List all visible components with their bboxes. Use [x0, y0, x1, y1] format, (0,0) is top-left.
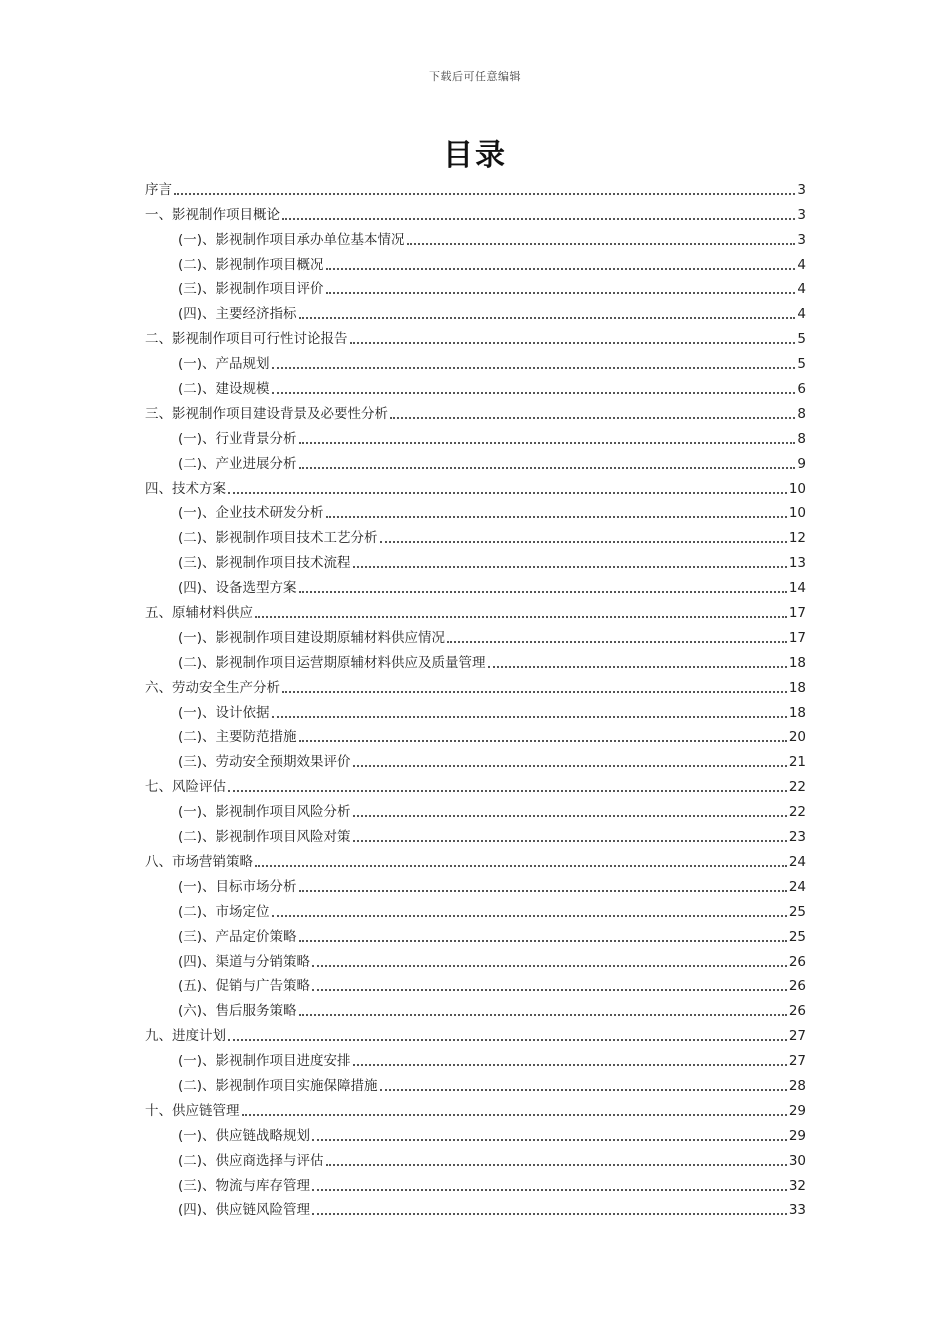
toc-entry[interactable]: [145, 275, 806, 300]
toc-entry-label: (二)、建设规模: [178, 381, 270, 398]
toc-entry-page-number: 18: [788, 654, 806, 671]
toc-entry-label: (二)、产业进展分析: [178, 455, 297, 472]
toc-entry[interactable]: [145, 449, 806, 474]
toc-entry[interactable]: [145, 349, 806, 374]
toc-entry[interactable]: [145, 225, 806, 250]
toc-dot-leader: [447, 641, 787, 643]
toc-entry-page-number: 4: [797, 281, 806, 298]
toc-entry[interactable]: [145, 1121, 806, 1146]
toc-dot-leader: [326, 292, 796, 294]
toc-entry-page-number: 10: [788, 480, 806, 497]
toc-entry-page-number: 18: [788, 679, 806, 696]
toc-dot-leader: [228, 1039, 787, 1041]
toc-entry[interactable]: [145, 947, 806, 972]
toc-dot-leader: [350, 342, 796, 344]
toc-entry[interactable]: [145, 200, 806, 225]
toc-dot-leader: [299, 890, 787, 892]
toc-entry-page-number: 14: [788, 580, 806, 597]
toc-entry-page-number: 27: [788, 1053, 806, 1070]
toc-dot-leader: [353, 815, 787, 817]
toc-entry-label: (四)、设备选型方案: [178, 580, 297, 597]
toc-dot-leader: [299, 442, 796, 444]
toc-dot-leader: [299, 317, 796, 319]
toc-entry-label: 十、供应链管理: [145, 1102, 240, 1119]
toc-dot-leader: [380, 1089, 787, 1091]
toc-entry-page-number: 8: [797, 430, 806, 447]
toc-entry[interactable]: [145, 175, 806, 200]
toc-entry-label: (四)、主要经济指标: [178, 306, 297, 323]
toc-entry[interactable]: [145, 1171, 806, 1196]
toc-entry-page-number: 8: [797, 405, 806, 422]
toc-entry[interactable]: [145, 648, 806, 673]
toc-entry[interactable]: [145, 1146, 806, 1171]
toc-entry-label: (三)、影视制作项目技术流程: [178, 555, 351, 572]
toc-dot-leader: [299, 940, 787, 942]
toc-entry-page-number: 3: [797, 231, 806, 248]
toc-entry-label: (二)、影视制作项目概况: [178, 256, 324, 273]
header-note: 下载后可任意编辑: [429, 70, 521, 83]
toc-entry-page-number: 30: [788, 1152, 806, 1169]
toc-entry[interactable]: [145, 374, 806, 399]
toc-entry-label: 八、市场营销策略: [145, 853, 253, 870]
toc-dot-leader: [312, 1213, 787, 1215]
toc-entry[interactable]: [145, 598, 806, 623]
toc-dot-leader: [272, 367, 796, 369]
toc-entry-label: 五、原辅材料供应: [145, 605, 253, 622]
toc-entry-label: 序言: [145, 181, 172, 198]
toc-entry-page-number: 23: [788, 829, 806, 846]
toc-entry-label: (一)、供应链战略规划: [178, 1127, 311, 1144]
toc-dot-leader: [353, 566, 787, 568]
toc-dot-leader: [312, 1139, 787, 1141]
toc-dot-leader: [380, 541, 787, 543]
toc-entry-page-number: 25: [788, 903, 806, 920]
toc-dot-leader: [407, 243, 796, 245]
toc-entry[interactable]: [145, 1046, 806, 1071]
toc-entry[interactable]: [145, 723, 806, 748]
toc-entry[interactable]: [145, 1096, 806, 1121]
toc-entry-label: (二)、影视制作项目运营期原辅材料供应及质量管理: [178, 654, 486, 671]
toc-entry-page-number: 17: [788, 629, 806, 646]
toc-entry-page-number: 12: [788, 530, 806, 547]
toc-entry-label: (一)、目标市场分析: [178, 878, 297, 895]
toc-dot-leader: [282, 691, 787, 693]
toc-entry-page-number: 26: [788, 978, 806, 995]
toc-dot-leader: [272, 915, 787, 917]
toc-entry-label: (三)、产品定价策略: [178, 928, 297, 945]
toc-entry-page-number: 3: [797, 206, 806, 223]
toc-dot-leader: [312, 965, 787, 967]
toc-entry-label: 四、技术方案: [145, 480, 226, 497]
toc-entry[interactable]: [145, 972, 806, 997]
toc-entry[interactable]: [145, 474, 806, 499]
toc-entry[interactable]: [145, 747, 806, 772]
toc-entry-page-number: 24: [788, 853, 806, 870]
toc-entry[interactable]: [145, 996, 806, 1021]
toc-entry-label: (三)、劳动安全预期效果评价: [178, 754, 351, 771]
toc-entry-page-number: 29: [788, 1127, 806, 1144]
toc-dot-leader: [312, 989, 787, 991]
toc-entry-label: 二、影视制作项目可行性讨论报告: [145, 331, 348, 348]
table-of-contents: [145, 175, 806, 1220]
toc-entry-page-number: 17: [788, 605, 806, 622]
toc-dot-leader: [228, 492, 787, 494]
toc-entry-label: (一)、影视制作项目承办单位基本情况: [178, 231, 405, 248]
toc-entry-page-number: 22: [788, 804, 806, 821]
toc-dot-leader: [312, 1189, 787, 1191]
toc-entry-page-number: 18: [788, 704, 806, 721]
toc-entry-page-number: 3: [797, 181, 806, 198]
toc-entry-page-number: 22: [788, 779, 806, 796]
toc-entry[interactable]: [145, 772, 806, 797]
toc-entry[interactable]: [145, 698, 806, 723]
toc-entry-label: (一)、行业背景分析: [178, 430, 297, 447]
toc-entry-label: (四)、渠道与分销策略: [178, 953, 311, 970]
toc-entry-label: (二)、供应商选择与评估: [178, 1152, 324, 1169]
toc-entry[interactable]: [145, 299, 806, 324]
toc-entry-label: (二)、市场定位: [178, 903, 270, 920]
toc-dot-leader: [326, 516, 787, 518]
toc-dot-leader: [299, 1014, 787, 1016]
toc-entry-label: 六、劳动安全生产分析: [145, 679, 280, 696]
toc-entry-page-number: 21: [788, 754, 806, 771]
toc-entry[interactable]: [145, 1071, 806, 1096]
toc-entry[interactable]: [145, 499, 806, 524]
toc-dot-leader: [174, 193, 795, 195]
toc-entry-label: (一)、影视制作项目进度安排: [178, 1053, 351, 1070]
toc-entry-page-number: 5: [797, 356, 806, 373]
toc-dot-leader: [272, 392, 796, 394]
toc-dot-leader: [326, 268, 796, 270]
toc-entry[interactable]: [145, 623, 806, 648]
toc-dot-leader: [488, 666, 787, 668]
toc-entry-label: (六)、售后服务策略: [178, 1003, 297, 1020]
toc-dot-leader: [299, 740, 787, 742]
toc-entry[interactable]: [145, 573, 806, 598]
toc-entry-page-number: 10: [788, 505, 806, 522]
toc-entry[interactable]: [145, 797, 806, 822]
toc-entry-label: (一)、影视制作项目建设期原辅材料供应情况: [178, 629, 446, 646]
toc-entry-label: 七、风险评估: [145, 779, 226, 796]
toc-dot-leader: [390, 417, 795, 419]
toc-entry-page-number: 13: [788, 555, 806, 572]
toc-entry-page-number: 33: [788, 1202, 806, 1219]
toc-entry[interactable]: [145, 523, 806, 548]
toc-entry-label: (一)、企业技术研发分析: [178, 505, 324, 522]
toc-entry-page-number: 4: [797, 306, 806, 323]
toc-entry-page-number: 24: [788, 878, 806, 895]
toc-entry[interactable]: [145, 872, 806, 897]
toc-entry-label: (二)、主要防范措施: [178, 729, 297, 746]
toc-dot-leader: [255, 865, 787, 867]
toc-dot-leader: [242, 1114, 787, 1116]
toc-entry[interactable]: [145, 548, 806, 573]
toc-entry[interactable]: [145, 897, 806, 922]
toc-entry[interactable]: [145, 673, 806, 698]
toc-dot-leader: [299, 467, 796, 469]
toc-entry-label: (四)、供应链风险管理: [178, 1202, 311, 1219]
toc-entry[interactable]: [145, 1196, 806, 1221]
toc-entry-page-number: 20: [788, 729, 806, 746]
toc-entry-page-number: 27: [788, 1028, 806, 1045]
toc-entry-label: (二)、影视制作项目技术工艺分析: [178, 530, 378, 547]
toc-entry-label: (五)、促销与广告策略: [178, 978, 311, 995]
toc-entry-page-number: 32: [788, 1177, 806, 1194]
toc-entry-page-number: 25: [788, 928, 806, 945]
toc-entry-page-number: 4: [797, 256, 806, 273]
toc-entry[interactable]: [145, 822, 806, 847]
toc-entry-label: (二)、影视制作项目风险对策: [178, 829, 351, 846]
toc-entry-label: 三、影视制作项目建设背景及必要性分析: [145, 405, 388, 422]
toc-entry-page-number: 26: [788, 1003, 806, 1020]
toc-entry-page-number: 29: [788, 1102, 806, 1119]
toc-dot-leader: [353, 840, 787, 842]
toc-entry[interactable]: [145, 922, 806, 947]
toc-entry-label: (一)、影视制作项目风险分析: [178, 804, 351, 821]
toc-entry-page-number: 28: [788, 1077, 806, 1094]
toc-dot-leader: [326, 1164, 787, 1166]
toc-entry-page-number: 9: [797, 455, 806, 472]
toc-entry-label: (一)、设计依据: [178, 704, 270, 721]
toc-entry-label: (三)、物流与库存管理: [178, 1177, 311, 1194]
toc-entry[interactable]: [145, 399, 806, 424]
toc-entry-label: 九、进度计划: [145, 1028, 226, 1045]
toc-dot-leader: [353, 765, 787, 767]
toc-entry[interactable]: [145, 424, 806, 449]
toc-entry[interactable]: [145, 1021, 806, 1046]
toc-dot-leader: [228, 790, 787, 792]
page-title: 目录: [443, 138, 507, 173]
toc-entry[interactable]: [145, 250, 806, 275]
toc-dot-leader: [272, 716, 787, 718]
toc-entry[interactable]: [145, 324, 806, 349]
toc-entry-label: (一)、产品规划: [178, 356, 270, 373]
toc-entry[interactable]: [145, 847, 806, 872]
toc-dot-leader: [353, 1064, 787, 1066]
toc-dot-leader: [255, 616, 787, 618]
toc-entry-page-number: 5: [797, 331, 806, 348]
toc-entry-label: 一、影视制作项目概论: [145, 206, 280, 223]
toc-entry-page-number: 26: [788, 953, 806, 970]
toc-entry-label: (二)、影视制作项目实施保障措施: [178, 1077, 378, 1094]
toc-dot-leader: [282, 218, 795, 220]
toc-entry-page-number: 6: [797, 381, 806, 398]
toc-dot-leader: [299, 591, 787, 593]
toc-entry-label: (三)、影视制作项目评价: [178, 281, 324, 298]
